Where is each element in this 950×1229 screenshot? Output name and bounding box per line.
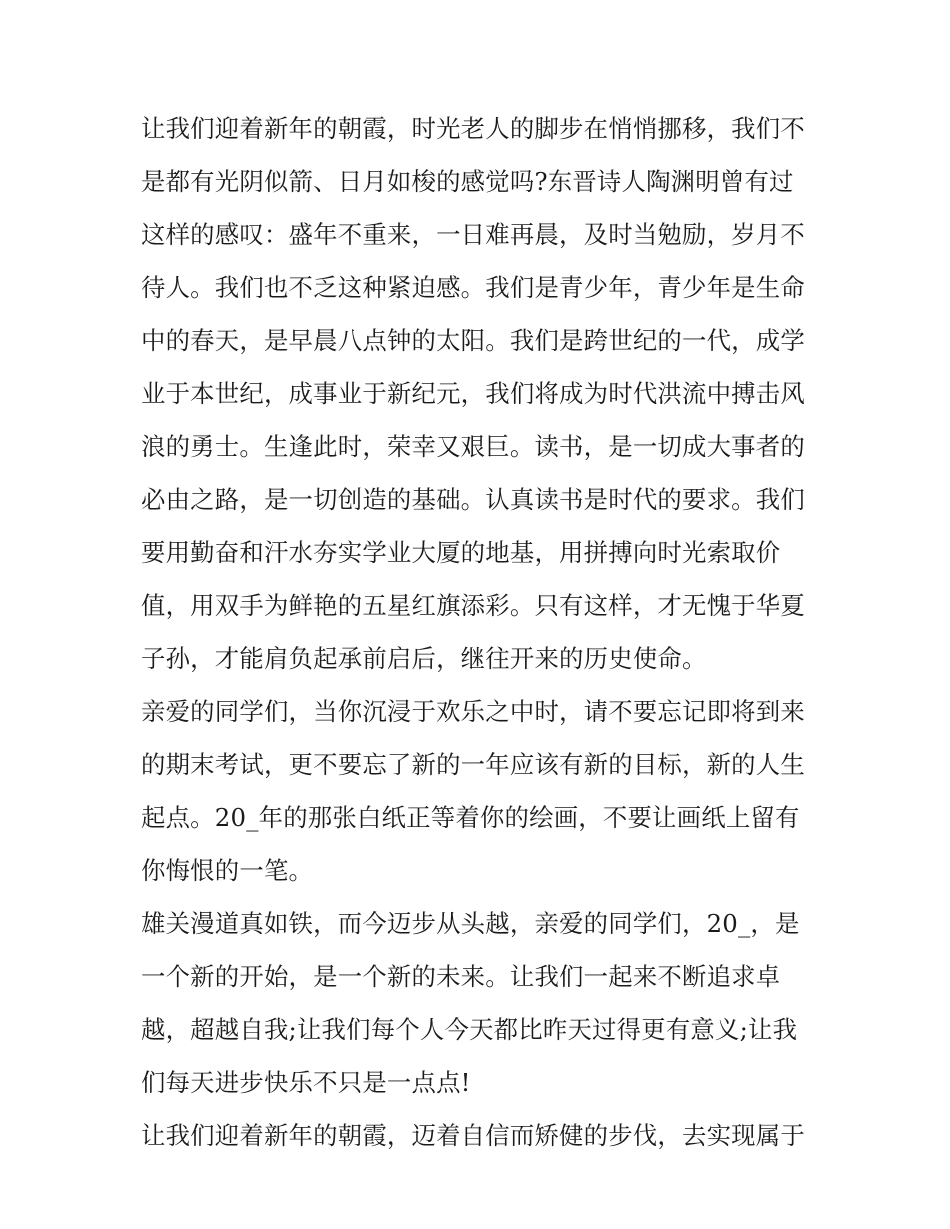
text-line: 要用勤奋和汗水夯实学业大厦的地基，用拼搏向时光索取价	[141, 538, 781, 567]
text-line: 起点。20_年的那张白纸正等着你的绘画，不要让画纸上留有	[141, 803, 800, 832]
text-line: 一个新的开始，是一个新的未来。让我们一起来不断追求卓	[141, 962, 781, 991]
text-line: 让我们迎着新年的朝霞，时光老人的脚步在悄悄挪移，我们不	[141, 114, 805, 143]
text-line: 的期末考试，更不要忘了新的一年应该有新的目标，新的人生	[141, 750, 805, 779]
text-line: 待人。我们也不乏这种紧迫感。我们是青少年，青少年是生命	[141, 273, 805, 302]
text-line: 值，用双手为鲜艳的五星红旗添彩。只有这样，才无愧于华夏	[141, 591, 805, 620]
text-line: 这样的感叹：盛年不重来，一日难再晨，及时当勉励，岁月不	[141, 220, 805, 249]
text-line: 中的春天，是早晨八点钟的太阳。我们是跨世纪的一代，成学	[141, 326, 805, 355]
text-line: 越，超越自我;让我们每个人今天都比昨天过得更有意义;让我	[141, 1015, 798, 1044]
document-body	[141, 109, 811, 1169]
text-line: 业于本世纪，成事业于新纪元，我们将成为时代洪流中搏击风	[141, 379, 805, 408]
paragraph-2	[141, 692, 811, 904]
text-line: 子孙，才能肩负起承前启后，继往开来的历史使命。	[141, 644, 707, 673]
text-line: 亲爱的同学们，当你沉浸于欢乐之中时，请不要忘记即将到来	[141, 697, 805, 726]
paragraph-3	[141, 904, 811, 1116]
text-line: 必由之路，是一切创造的基础。认真读书是时代的要求。我们	[141, 485, 805, 514]
text-line: 们每天进步快乐不只是一点点!	[141, 1068, 471, 1097]
text-line: 让我们迎着新年的朝霞，迈着自信而矫健的步伐，去实现属于	[141, 1121, 805, 1150]
text-line: 浪的勇士。生逢此时，荣幸又艰巨。读书，是一切成大事者的	[141, 432, 805, 461]
text-line: 雄关漫道真如铁，而今迈步从头越，亲爱的同学们，20_，是	[141, 909, 800, 938]
paragraph-1	[141, 109, 811, 692]
paragraph-4	[141, 1116, 811, 1169]
text-line: 是都有光阴似箭、日月如梭的感觉吗?东晋诗人陶渊明曾有过	[141, 167, 794, 196]
text-line: 你悔恨的一笔。	[141, 856, 314, 885]
